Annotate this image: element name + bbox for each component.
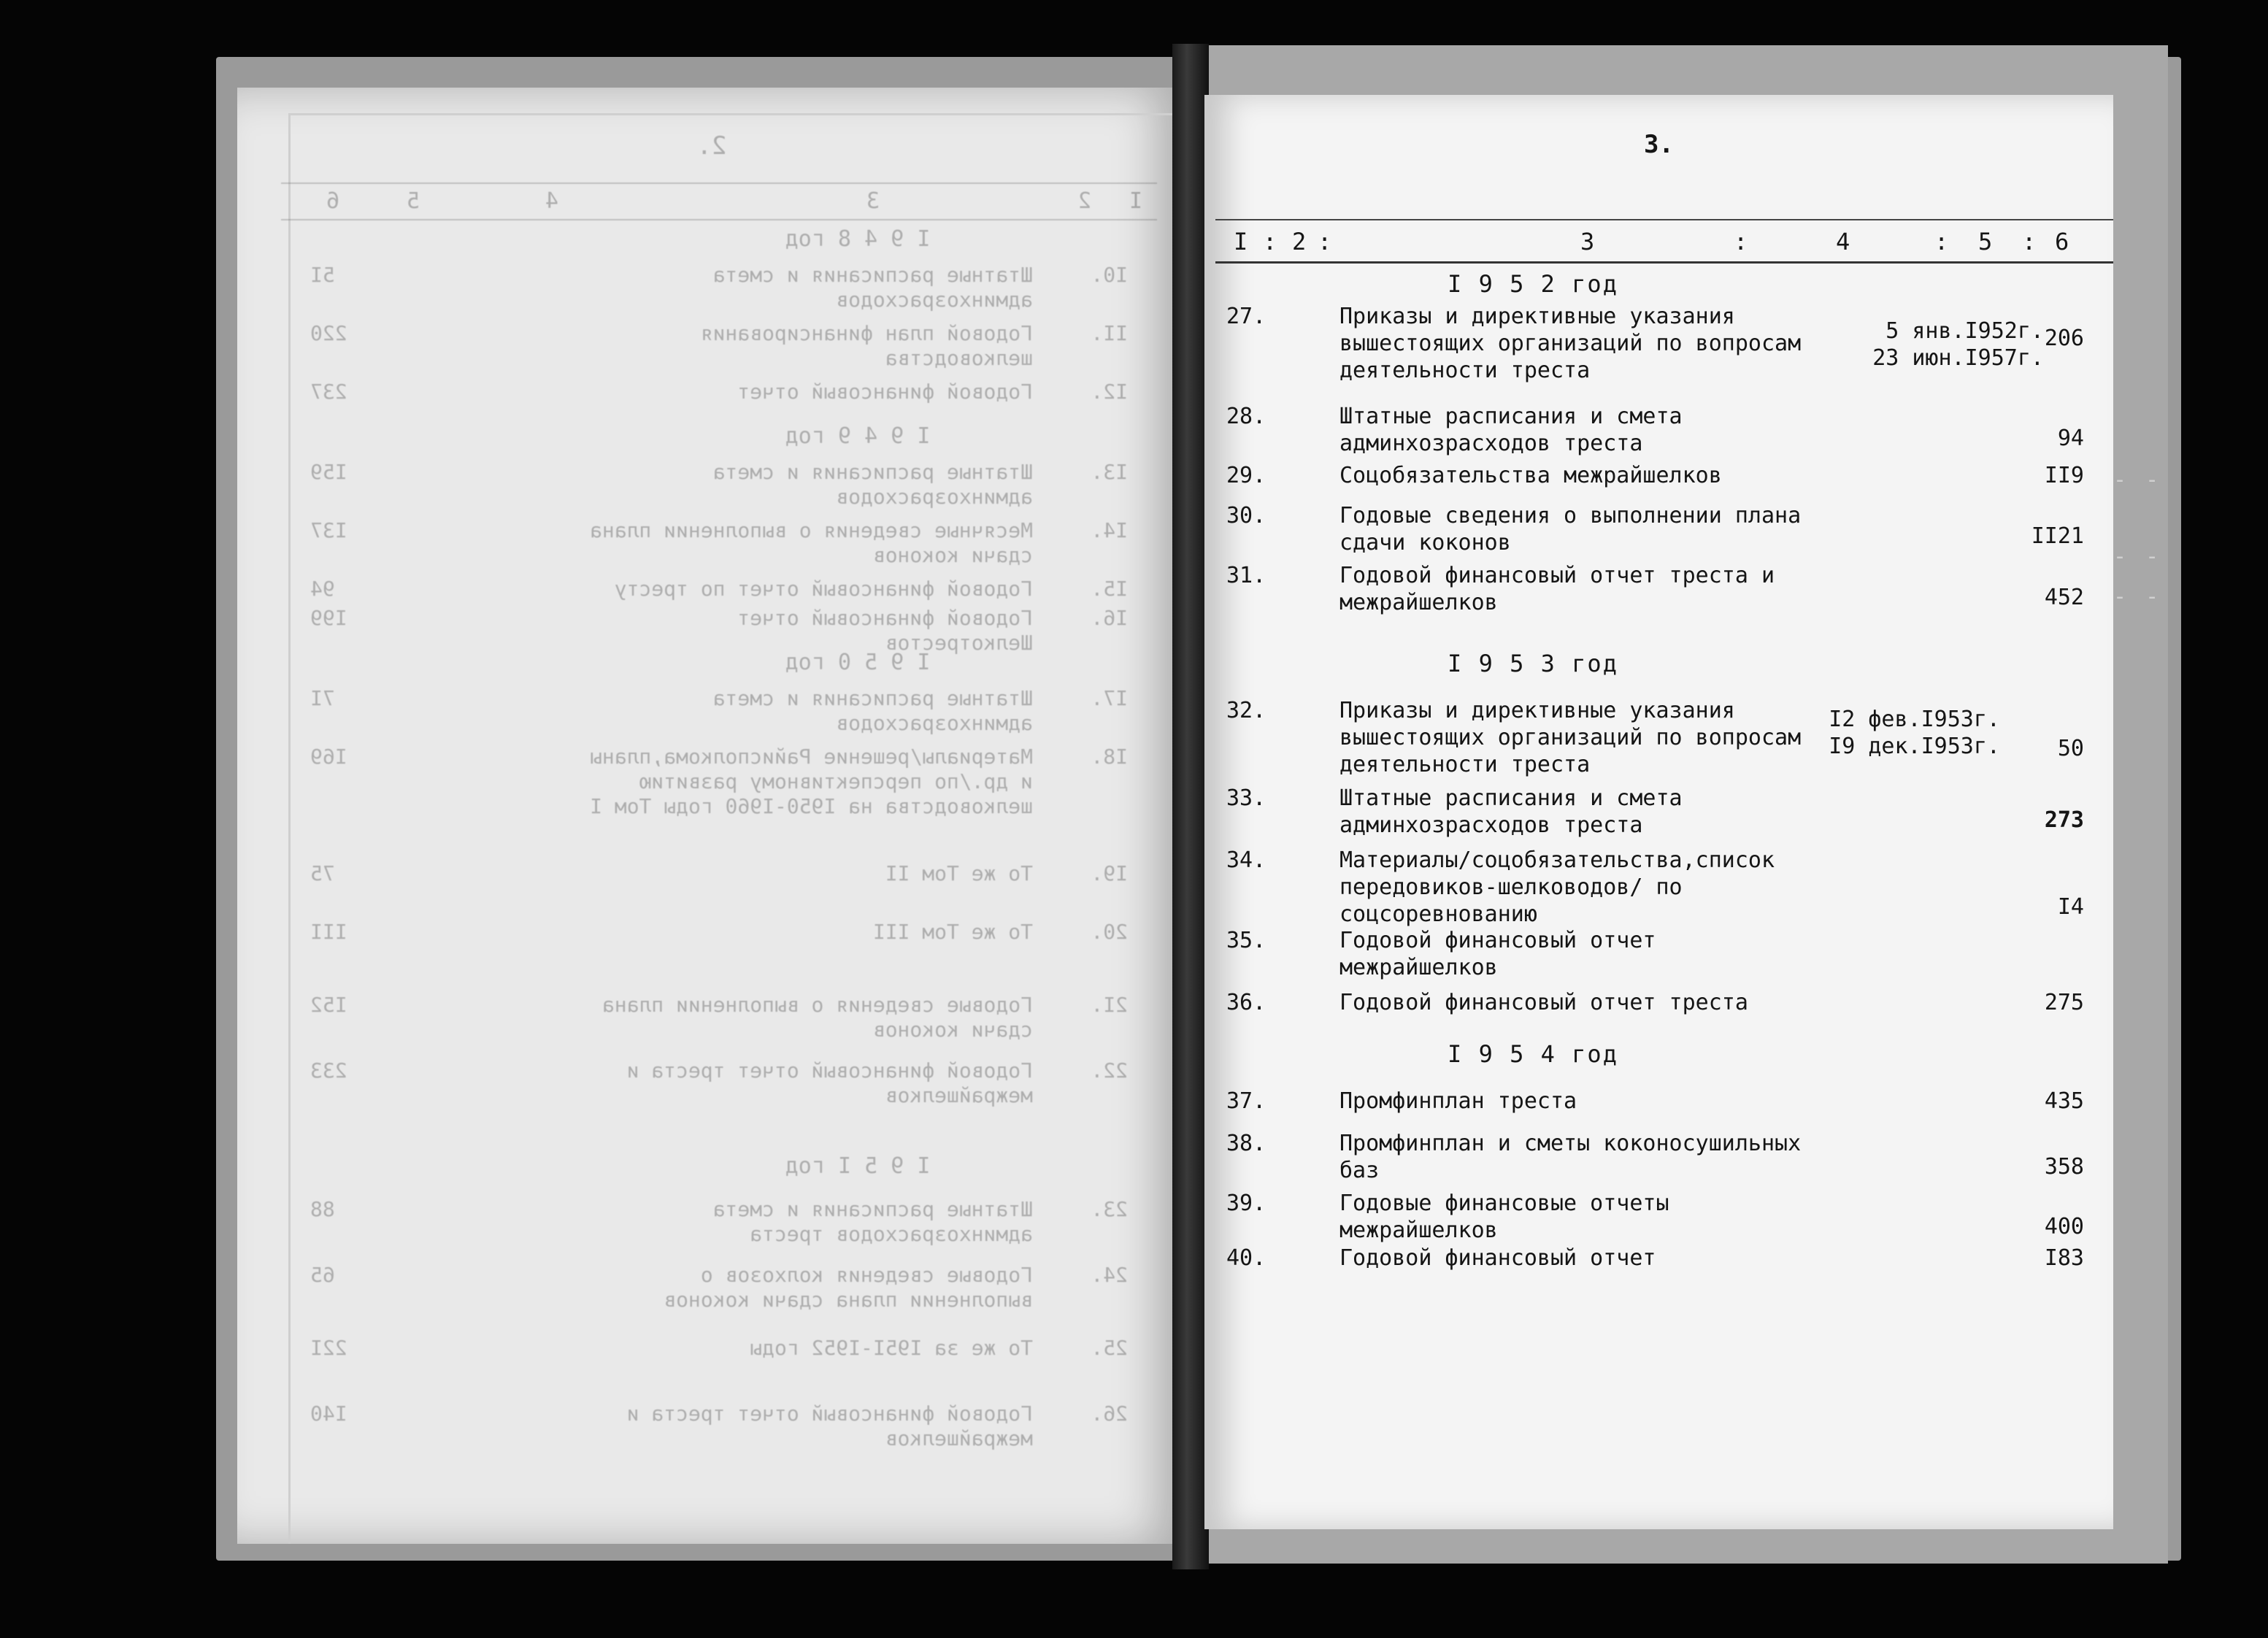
col-header-3: 3 <box>1580 228 1595 255</box>
row-title: Годовые финансовые отчеты межрайшелков <box>1339 1191 1669 1243</box>
row-sheets: 206 <box>2044 326 2084 351</box>
right-page-number: 3. <box>1644 130 1674 159</box>
row-number: 40. <box>1226 1245 1266 1271</box>
row-sheets: 50 <box>2057 736 2084 761</box>
col-sep: : <box>1318 228 1332 255</box>
col-header-6: 6 <box>2055 228 2069 255</box>
row-sheets: 452 <box>2044 585 2084 610</box>
col-header-5: 5 <box>1978 228 1993 255</box>
row-title: Приказы и директивные указания вышестоящих организаций по вопросам деятельности треста <box>1339 304 1802 383</box>
right-page <box>1204 95 2113 1529</box>
row-title: Годовой финансовый отчет <box>1339 1245 1656 1271</box>
left-year-1949: I 9 4 9 год <box>785 423 931 449</box>
row-sheets: II21 <box>2031 523 2084 549</box>
row-number: 31. <box>1226 563 1266 588</box>
left-col-6: 6 <box>326 188 339 214</box>
year-heading-1952: I 9 5 2 год <box>1448 270 1618 298</box>
row-number: 27. <box>1226 304 1266 329</box>
col-header-1: I <box>1234 228 1248 255</box>
row-dates: I2 фев.I953г. I9 дек.I953г. <box>1829 707 2000 759</box>
column-header-row <box>1215 219 2113 264</box>
row-number: 38. <box>1226 1131 1266 1156</box>
row-number: 37. <box>1226 1088 1266 1114</box>
row-number: 36. <box>1226 990 1266 1015</box>
row-sheets: 273 <box>2044 807 2084 833</box>
row-number: 29. <box>1226 463 1266 488</box>
row-sheets: I83 <box>2044 1245 2084 1271</box>
row-sheets: 358 <box>2044 1154 2084 1180</box>
left-year-1948: I 9 4 8 год <box>785 226 931 252</box>
row-sheets: I4 <box>2057 894 2084 920</box>
row-number: 35. <box>1226 928 1266 953</box>
edge-mark: - - <box>2113 467 2162 493</box>
row-sheets: 435 <box>2044 1088 2084 1114</box>
left-col-4: 4 <box>545 188 558 214</box>
book-spine <box>1172 44 1209 1569</box>
row-title: Годовой финансовый отчет треста и межрайшелков <box>1339 563 1775 615</box>
left-page <box>237 88 1186 1544</box>
row-title: Штатные расписания и смета админхозрасходов треста <box>1339 785 1683 838</box>
row-title: Штатные расписания и смета админхозрасходов треста <box>1339 404 1683 456</box>
left-col-5: 5 <box>406 188 420 214</box>
left-col-3: 3 <box>866 188 880 214</box>
row-number: 30. <box>1226 503 1266 528</box>
row-sheets: 275 <box>2044 990 2084 1015</box>
col-header-2: 2 <box>1292 228 1307 255</box>
col-sep: : <box>2022 228 2037 255</box>
year-heading-1953: I 9 5 3 год <box>1448 650 1618 677</box>
row-sheets: II9 <box>2044 463 2084 488</box>
edge-mark: - - <box>2113 544 2162 569</box>
left-col-1: I <box>1129 188 1142 214</box>
row-title: Годовой финансовый отчет межрайшелков <box>1339 928 1656 980</box>
left-year-1950: I 9 5 0 год <box>785 650 931 675</box>
row-title: Годовой финансовый отчет треста <box>1339 990 1748 1015</box>
col-sep: : <box>1263 228 1277 255</box>
left-year-1951: I 9 5 I год <box>785 1153 931 1179</box>
col-sep: : <box>1734 228 1748 255</box>
row-title: Материалы/соцобязательства,список передовиков-шелководов/ по соцсоревнованию <box>1339 847 1775 927</box>
row-number: 39. <box>1226 1191 1266 1216</box>
left-page-showthrough: 2. I 2 3 4 5 6 I 9 4 8 год I0. Штатные расписания и смета админхозрасходов 5I II. Годовой план финансирования шелководства 220 I2. Годовой финансовый отчет 237 I 9 4 9 год I3. Штатные расписания и смета админхозрасходов I59 I4. Месячные сведения о выполнении плана сдачи коконов I37 I5. Годовой финансовый отчет по тресту 94 I6. Годовой финансовый отчет Шелкотрестов I99 I 9 5 0 год I7. Штатные расписания и смета админхозрасходов 7I I8. Материалы/решение Райисполкома,планы и др./по перспективному развитию шелководства на I950-I960 годы Том I I69 I9. То же Том II 75 20. То же Том III III 2I. Годовые сведения о выполнении плана сдачи коконов I52 22. Годовой финансовый отчет треста и межрайшелков 233 I 9 5 I год 23. Штатные расписания и смета админхозрасходов треста 88 24. Годовые сведения колхозов о выполнении плана сдачи коконов 65 25. То же за I95I-I952 годы 22I 26. Годовой финансовый отчет треста и межрайшелков I40 <box>237 88 1186 1544</box>
row-number: 33. <box>1226 785 1266 811</box>
row-title: Соцобязательства межрайшелков <box>1339 463 1722 488</box>
row-number: 34. <box>1226 847 1266 873</box>
row-sheets: 400 <box>2044 1214 2084 1239</box>
row-title: Промфинплан и сметы коконосушильных баз <box>1339 1131 1802 1183</box>
col-header-4: 4 <box>1836 228 1850 255</box>
row-dates: 5 янв.I952г. 23 июн.I957г. <box>1872 318 2044 371</box>
left-col-2: 2 <box>1077 188 1091 214</box>
row-number: 32. <box>1226 698 1266 723</box>
edge-mark: - - <box>2113 584 2162 610</box>
year-heading-1954: I 9 5 4 год <box>1448 1040 1618 1068</box>
row-sheets: 94 <box>2057 426 2084 451</box>
row-title: Годовые сведения о выполнении плана сдачи коконов <box>1339 503 1802 555</box>
row-number: 28. <box>1226 404 1266 429</box>
left-page-number: 2. <box>696 131 727 161</box>
left-header-row <box>281 182 1157 220</box>
row-title: Приказы и директивные указания вышестоящих организаций по вопросам деятельности треста <box>1339 698 1802 777</box>
row-title: Промфинплан треста <box>1339 1088 1577 1114</box>
col-sep: : <box>1934 228 1949 255</box>
